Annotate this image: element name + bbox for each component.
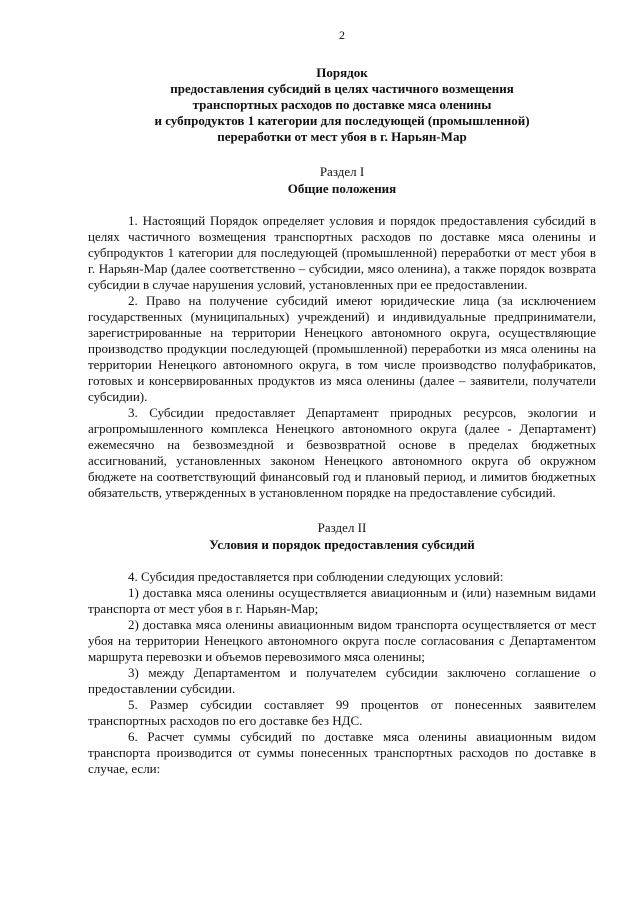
list-item: 2) доставка мяса оленины авиационным видом транспорта осуществляется от мест убоя на территории Ненецкого автономного округа после согласования с Департаментом маршрута перевозки и объемов перевозимого мяса оленины;	[88, 617, 596, 664]
list-item: 1) доставка мяса оленины осуществляется авиационным и (или) наземным видами транспорта от мест убоя в г. Нарьян-Мар;	[88, 585, 596, 616]
paragraph: 1. Настоящий Порядок определяет условия и порядок предоставления субсидий в целях частичного возмещения транспортных расходов по доставке мяса оленины и субпродуктов 1 категории для последующей (промышленной) переработки от мест убоя в г. Нарьян-Мар (далее соответственно – субсидии, мясо оленина), а также порядок возврата субсидии в случае нарушения условий, установленных при ее предоставлении.	[88, 213, 596, 292]
title-line: переработки от мест убоя в г. Нарьян-Мар	[217, 129, 467, 144]
title-line: и субпродуктов 1 категории для последующей (промышленной)	[154, 113, 530, 128]
section-label: Раздел I	[319, 164, 365, 179]
document-title	[88, 65, 596, 145]
list-item: 3) между Департаментом и получателем субсидии заключено соглашение о предоставлении субсидии.	[88, 665, 596, 696]
page-number: 2	[339, 28, 345, 42]
section-2-heading	[88, 519, 596, 553]
paragraph: 3. Субсидии предоставляет Департамент природных ресурсов, экологии и агропромышленного комплекса Ненецкого автономного округа (далее - Департамент) ежемесячно на безвозмездной и безвозвратной основе в пределах бюджетных ассигнований, установленных законом Ненецкого автономного округа об окружном бюджете на соответствующий финансовый год и плановый период, и лимитов бюджетных обязательств, утвержденных в установленном порядке на предоставление субсидий.	[88, 405, 596, 500]
section-label: Раздел II	[317, 520, 367, 535]
title-line: Порядок	[316, 65, 368, 80]
section-name: Условия и порядок предоставления субсидий	[209, 537, 475, 552]
section-name: Общие положения	[287, 181, 397, 196]
section-1-heading	[88, 163, 596, 197]
paragraph: 2. Право на получение субсидий имеют юридические лица (за исключением государственных (муниципальных) учреждений) и индивидуальные предприниматели, зарегистрированные на территории Ненецкого автономного округа, осуществляющие производство продукции последующей (промышленной) переработки из мяса оленины на территории Ненецкого автономного округа, в том числе производство полуфабрикатов, готовых и консервированных продуктов из мяса оленины (далее – заявители, получатели субсидии).	[88, 293, 596, 404]
paragraph: 5. Размер субсидии составляет 99 процентов от понесенных заявителем транспортных расходов по его доставке без НДС.	[88, 697, 596, 728]
paragraph: 6. Расчет суммы субсидий по доставке мяса оленины авиационным видом транспорта производится от суммы понесенных транспортных расходов по доставке в случае, если:	[88, 729, 596, 776]
title-line: предоставления субсидий в целях частичного возмещения	[170, 81, 514, 96]
paragraph: 4. Субсидия предоставляется при соблюдении следующих условий:	[128, 569, 504, 584]
title-line: транспортных расходов по доставке мяса оленины	[192, 97, 492, 112]
